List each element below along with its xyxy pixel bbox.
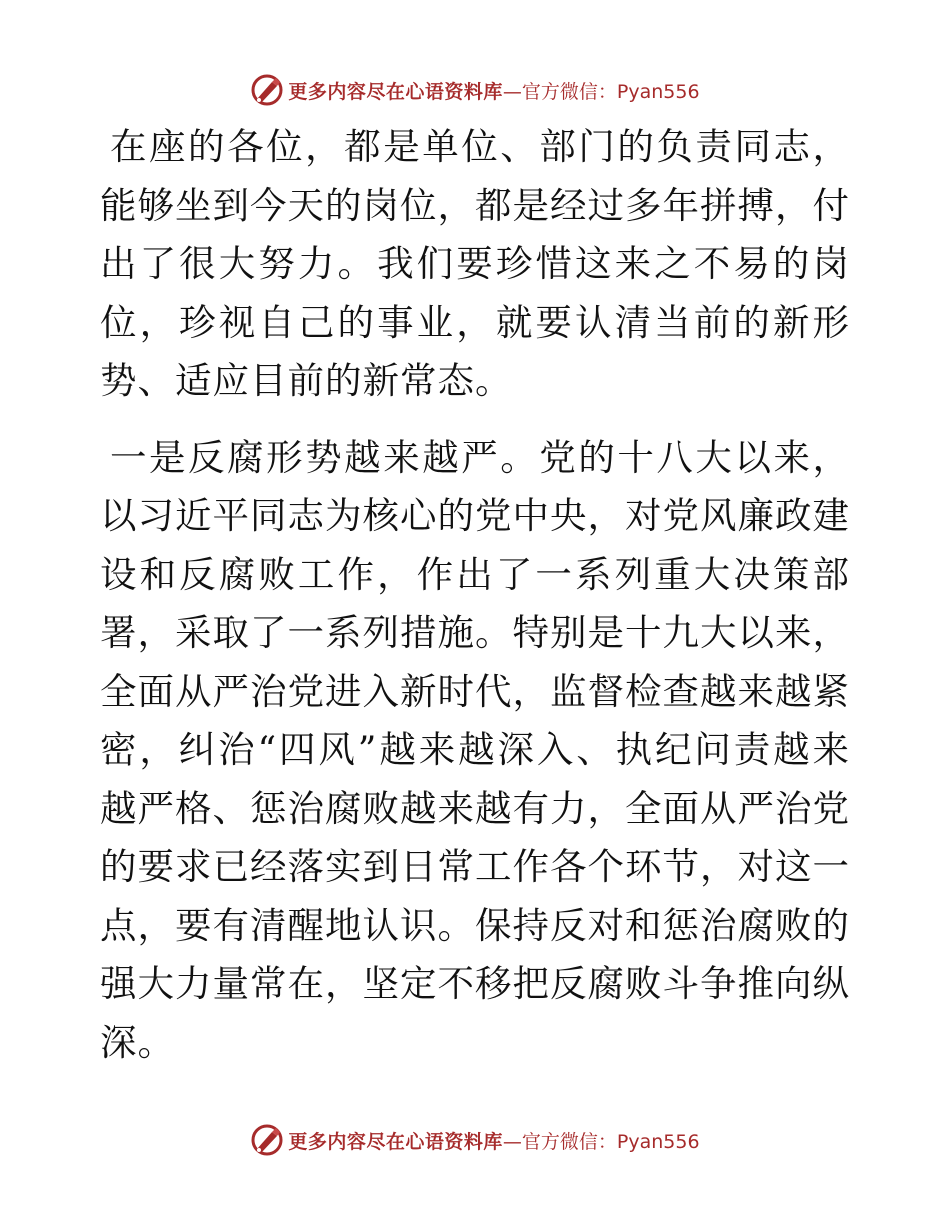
header-contact-text: —官方微信：Pyan556 (502, 80, 700, 103)
paragraph-1: 在座的各位，都是单位、部门的负责同志，能够坐到今天的岗位，都是经过多年拼搏，付出了很大努力。我们要珍惜这来之不易的岗位，珍视自己的事业，就要认清当前的新形势、适应目前的新常态。 (100, 125, 850, 402)
paragraph-2: 一是反腐形势越来越严。党的十八大以来，以习近平同志为核心的党中央，对党风廉政建设和反腐败工作，作出了一系列重大决策部署，采取了一系列措施。特别是十九大以来，全面从严治党进入新时代，监督检查越来越紧密，纠治“四风”越来越深入、执纪问责越来越严格、惩治腐败越来越有力，全面从严治党的要求已经落实到日常工作各个环节，对这一点，要有清醒地认识。保持反对和惩治腐败的强大力量常在，坚定不移把反腐败斗争推向纵深。 (100, 435, 850, 1064)
pen-nib-logo-icon (250, 73, 284, 107)
header-watermark (0, 70, 950, 110)
footer-contact-text: —官方微信：Pyan556 (502, 1130, 700, 1153)
document-body (100, 118, 850, 1072)
footer-brand-text: 更多内容尽在心语资料库 (288, 1130, 503, 1153)
footer-watermark (0, 1120, 950, 1160)
header-brand-text: 更多内容尽在心语资料库 (288, 80, 503, 103)
pen-nib-logo-icon (250, 1123, 284, 1157)
